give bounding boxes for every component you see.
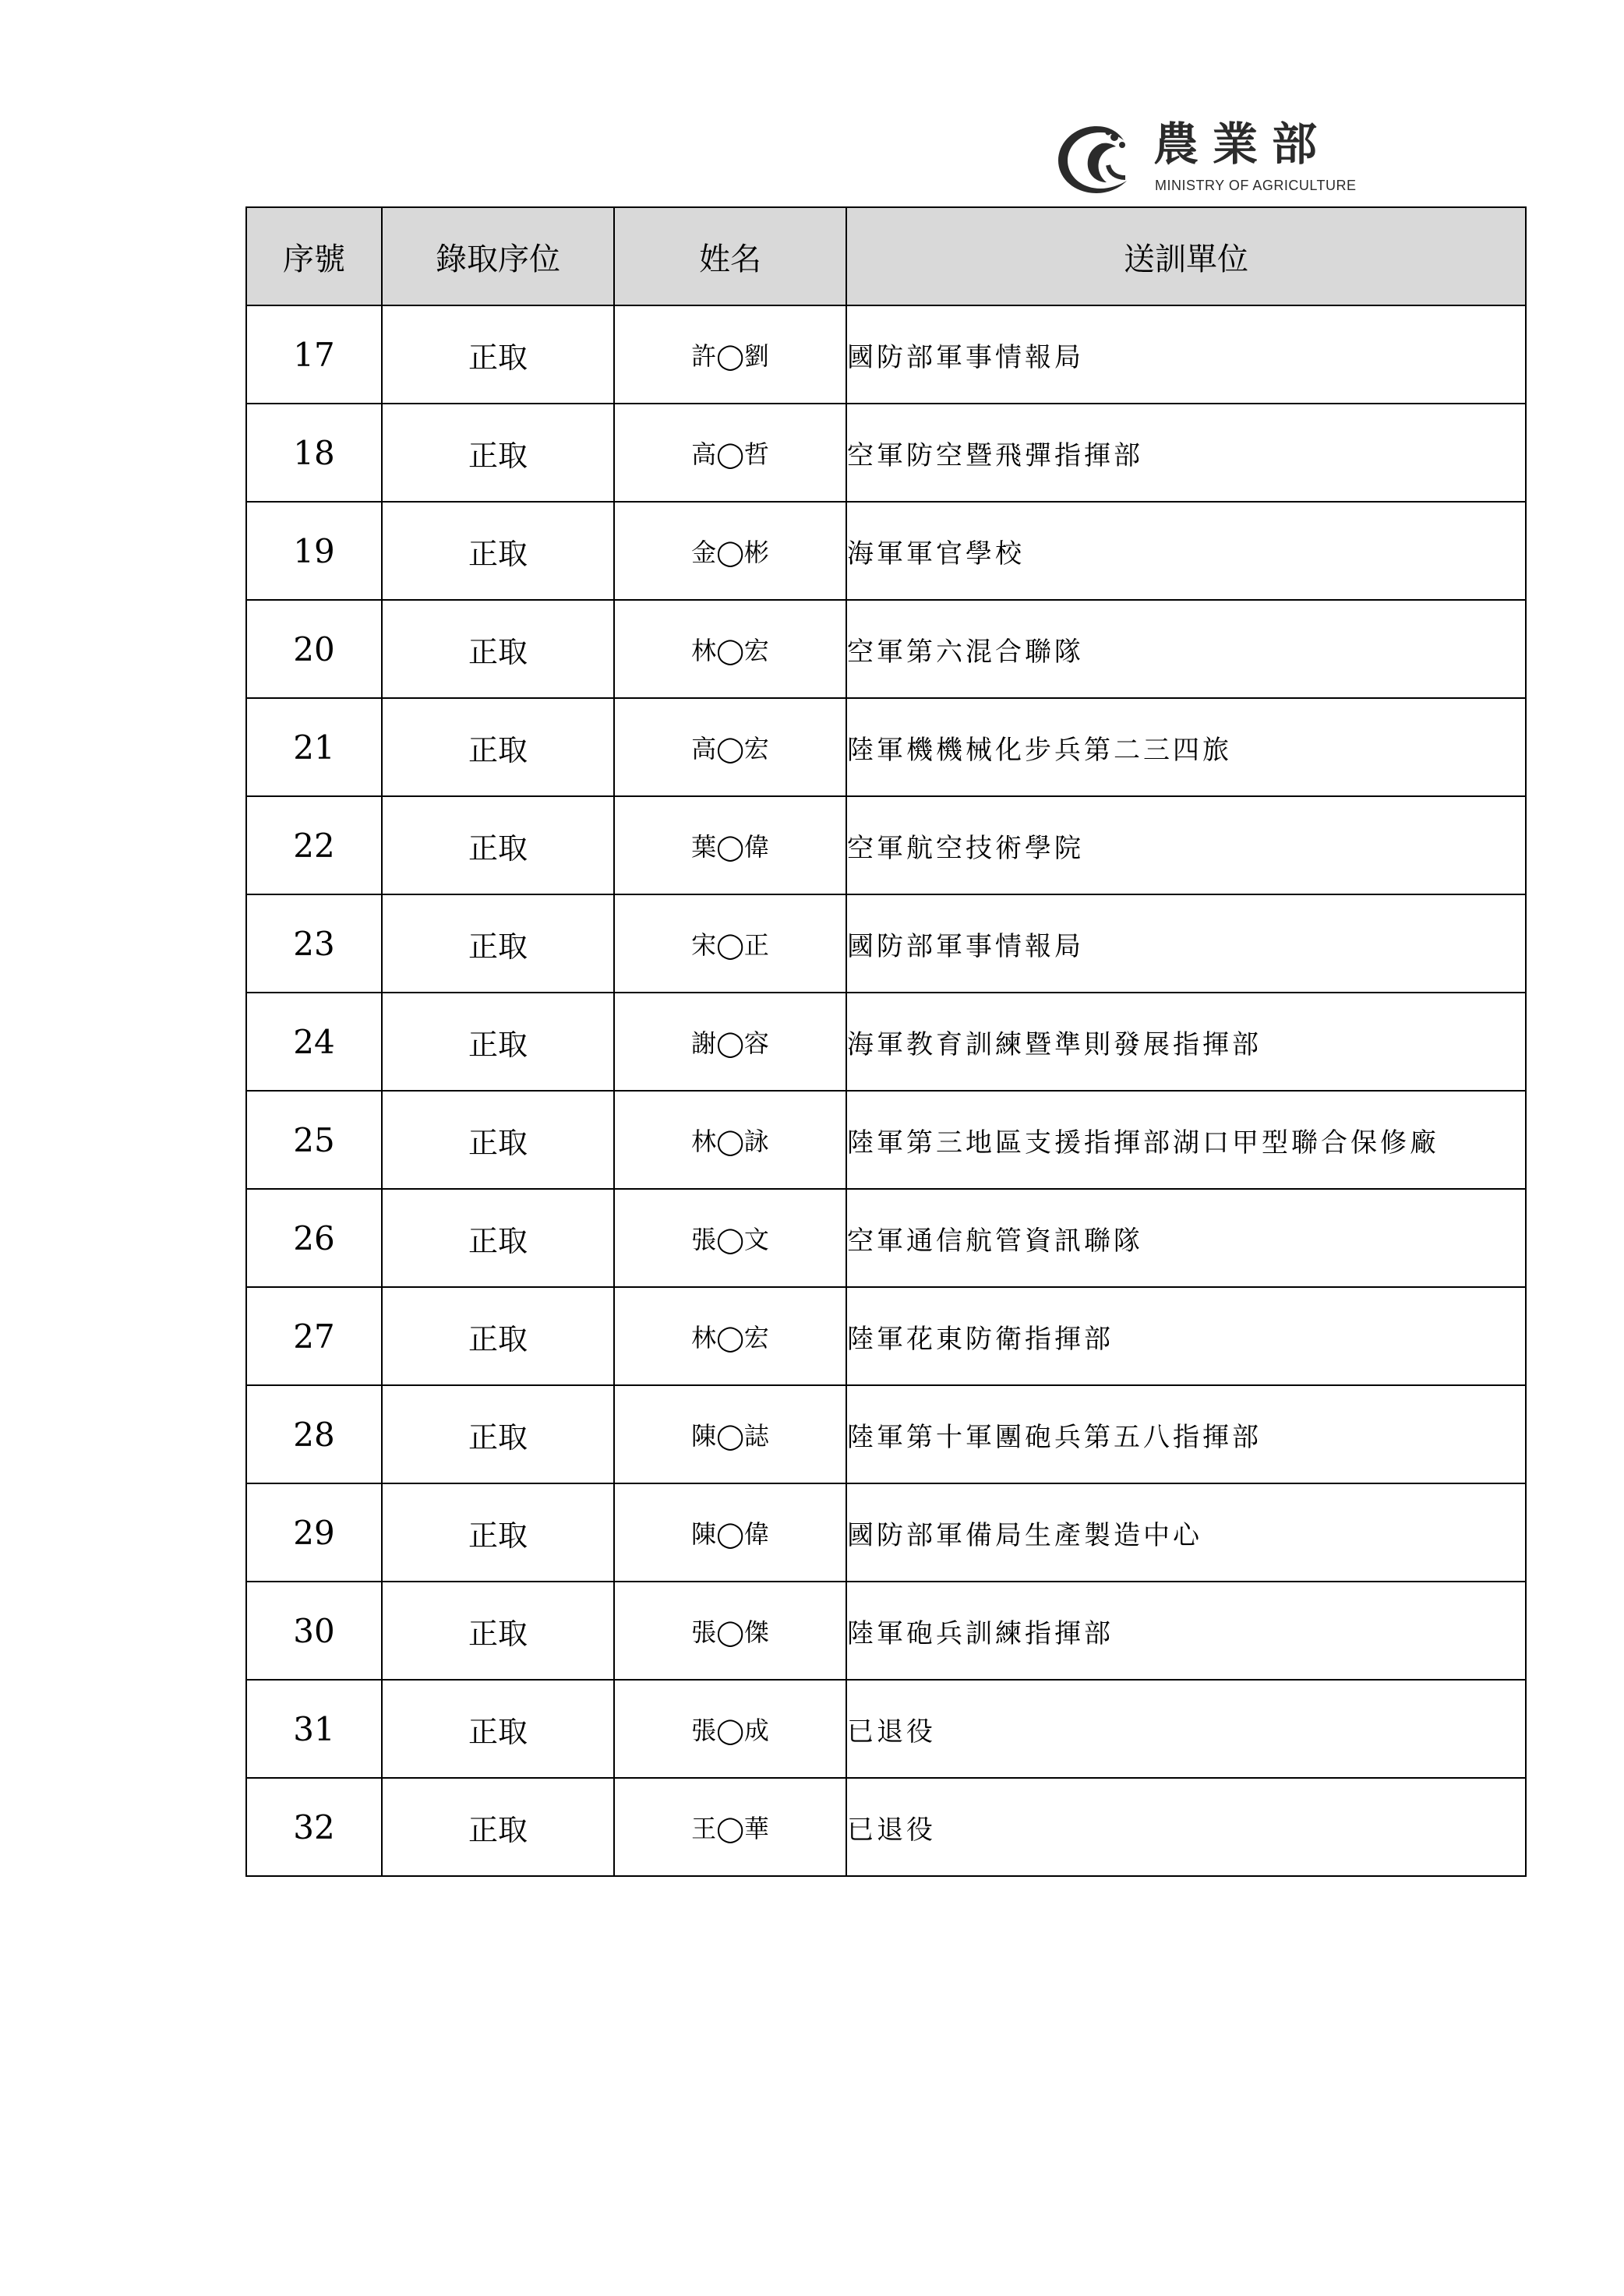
serial-cell: 30	[246, 1582, 382, 1680]
name-cell: 金◯彬	[614, 502, 846, 600]
table-row	[246, 404, 1526, 502]
name-cell: 葉◯偉	[614, 796, 846, 894]
training-unit-cell: 陸軍第十軍團砲兵第五八指揮部	[846, 1385, 1526, 1483]
admission-roster-table	[245, 206, 1527, 1877]
admission-rank-cell: 正取	[382, 1483, 614, 1582]
admission-rank-cell: 正取	[382, 993, 614, 1091]
training-unit-cell: 空軍航空技術學院	[846, 796, 1526, 894]
training-unit-cell: 海軍教育訓練暨準則發展指揮部	[846, 993, 1526, 1091]
table-row	[246, 698, 1526, 796]
name-cell: 王◯華	[614, 1778, 846, 1876]
admission-rank-cell: 正取	[382, 894, 614, 993]
table-row	[246, 894, 1526, 993]
name-cell: 林◯宏	[614, 600, 846, 698]
name-cell: 宋◯正	[614, 894, 846, 993]
name-cell: 陳◯誌	[614, 1385, 846, 1483]
serial-cell: 25	[246, 1091, 382, 1189]
training-unit-cell: 空軍防空暨飛彈指揮部	[846, 404, 1526, 502]
name-cell: 張◯文	[614, 1189, 846, 1287]
admission-rank-cell: 正取	[382, 1680, 614, 1778]
serial-cell: 32	[246, 1778, 382, 1876]
name-cell: 林◯宏	[614, 1287, 846, 1385]
training-unit-cell: 已退役	[846, 1778, 1526, 1876]
name-cell: 張◯傑	[614, 1582, 846, 1680]
admission-rank-cell: 正取	[382, 1385, 614, 1483]
training-unit-cell: 已退役	[846, 1680, 1526, 1778]
admission-rank-cell: 正取	[382, 796, 614, 894]
name-cell: 許◯劉	[614, 305, 846, 404]
admission-rank-cell: 正取	[382, 1189, 614, 1287]
serial-cell: 23	[246, 894, 382, 993]
name-cell: 高◯哲	[614, 404, 846, 502]
admission-rank-cell: 正取	[382, 600, 614, 698]
training-unit-cell: 國防部軍事情報局	[846, 305, 1526, 404]
admission-rank-cell: 正取	[382, 698, 614, 796]
training-unit-cell: 陸軍第三地區支援指揮部湖口甲型聯合保修廠	[846, 1091, 1526, 1189]
serial-cell: 18	[246, 404, 382, 502]
table-row	[246, 1483, 1526, 1582]
serial-cell: 21	[246, 698, 382, 796]
training-unit-cell: 空軍第六混合聯隊	[846, 600, 1526, 698]
table-row	[246, 1680, 1526, 1778]
table-row	[246, 502, 1526, 600]
serial-cell: 27	[246, 1287, 382, 1385]
table-row	[246, 305, 1526, 404]
training-unit-cell: 空軍通信航管資訊聯隊	[846, 1189, 1526, 1287]
table-row	[246, 993, 1526, 1091]
column-header-name: 姓名	[614, 207, 846, 305]
serial-cell: 24	[246, 993, 382, 1091]
ministry-of-agriculture-logo-icon	[1054, 122, 1139, 198]
serial-cell: 19	[246, 502, 382, 600]
admission-rank-cell: 正取	[382, 1287, 614, 1385]
training-unit-cell: 海軍軍官學校	[846, 502, 1526, 600]
training-unit-cell: 國防部軍事情報局	[846, 894, 1526, 993]
admission-rank-cell: 正取	[382, 305, 614, 404]
table-row	[246, 1582, 1526, 1680]
serial-cell: 31	[246, 1680, 382, 1778]
table-row	[246, 1287, 1526, 1385]
logo-chinese-name: 農業部	[1153, 118, 1332, 171]
table-row	[246, 1091, 1526, 1189]
name-cell: 陳◯偉	[614, 1483, 846, 1582]
name-cell: 張◯成	[614, 1680, 846, 1778]
column-header-admission-rank: 錄取序位	[382, 207, 614, 305]
table-row	[246, 600, 1526, 698]
training-unit-cell: 陸軍花東防衛指揮部	[846, 1287, 1526, 1385]
logo-english-name: MINISTRY OF AGRICULTURE	[1155, 178, 1357, 193]
serial-cell: 26	[246, 1189, 382, 1287]
serial-cell: 22	[246, 796, 382, 894]
admission-rank-cell: 正取	[382, 1778, 614, 1876]
serial-cell: 17	[246, 305, 382, 404]
admission-rank-cell: 正取	[382, 502, 614, 600]
serial-cell: 29	[246, 1483, 382, 1582]
training-unit-cell: 國防部軍備局生產製造中心	[846, 1483, 1526, 1582]
admission-rank-cell: 正取	[382, 1091, 614, 1189]
column-header-serial: 序號	[246, 207, 382, 305]
name-cell: 林◯詠	[614, 1091, 846, 1189]
table-row	[246, 1385, 1526, 1483]
name-cell: 謝◯容	[614, 993, 846, 1091]
table-header-row	[246, 207, 1526, 305]
column-header-training-unit: 送訓單位	[846, 207, 1526, 305]
name-cell: 高◯宏	[614, 698, 846, 796]
admission-rank-cell: 正取	[382, 1582, 614, 1680]
training-unit-cell: 陸軍砲兵訓練指揮部	[846, 1582, 1526, 1680]
training-unit-cell: 陸軍機機械化步兵第二三四旅	[846, 698, 1526, 796]
serial-cell: 28	[246, 1385, 382, 1483]
table-row	[246, 796, 1526, 894]
table-row	[246, 1778, 1526, 1876]
serial-cell: 20	[246, 600, 382, 698]
table-row	[246, 1189, 1526, 1287]
ministry-logo	[1054, 117, 1365, 203]
admission-rank-cell: 正取	[382, 404, 614, 502]
